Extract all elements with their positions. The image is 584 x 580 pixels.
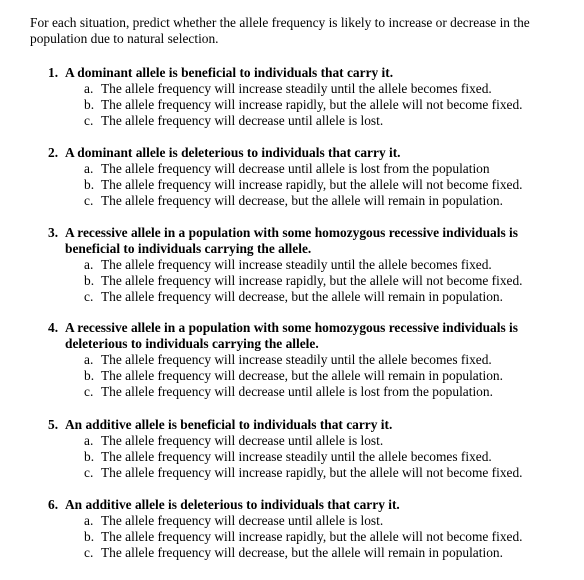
option-a (84, 433, 584, 449)
option-letter: b. (84, 177, 95, 192)
option-letter: a. (84, 433, 94, 448)
question-1 (0, 65, 584, 129)
option-letter: a. (84, 161, 94, 176)
option-letter: c. (84, 465, 94, 480)
option-letter: b. (84, 529, 95, 544)
option-letter: c. (84, 545, 94, 560)
question-number: 4. (48, 320, 59, 335)
option-a (84, 352, 584, 368)
question-2 (0, 145, 584, 209)
option-text: The allele frequency will increase rapidly, but the allele will not become fixed. (101, 465, 523, 480)
option-text: The allele frequency will increase steadily until the allele becomes fixed. (101, 257, 492, 272)
option-c (84, 465, 584, 481)
option-a (84, 513, 584, 529)
option-b (84, 529, 584, 545)
option-letter: c. (84, 193, 94, 208)
question-number: 2. (48, 145, 59, 160)
option-text: The allele frequency will increase steadily until the allele becomes fixed. (101, 352, 492, 367)
option-a (84, 81, 584, 97)
question-stem (48, 225, 545, 257)
option-letter: a. (84, 81, 94, 96)
question-text: An additive allele is deleterious to individuals that carry it. (65, 497, 400, 512)
question-text: A recessive allele in a population with some homozygous recessive individuals is deleterious to individuals carrying the allele. (65, 320, 518, 351)
option-text: The allele frequency will increase steadily until the allele becomes fixed. (101, 449, 492, 464)
option-letter: a. (84, 257, 94, 272)
question-text: A recessive allele in a population with some homozygous recessive individuals is beneficial to individuals carrying the allele. (65, 225, 518, 256)
option-letter: c. (84, 289, 94, 304)
option-c (84, 289, 584, 305)
option-text: The allele frequency will decrease until allele is lost. (101, 433, 384, 448)
option-text: The allele frequency will decrease until allele is lost. (101, 113, 384, 128)
option-text: The allele frequency will increase rapidly, but the allele will not become fixed. (101, 273, 523, 288)
question-number: 3. (48, 225, 59, 240)
question-number: 1. (48, 65, 59, 80)
option-text: The allele frequency will increase rapidly, but the allele will not become fixed. (101, 177, 523, 192)
option-c (84, 113, 584, 129)
option-text: The allele frequency will decrease until allele is lost from the population. (101, 384, 493, 399)
option-b (84, 449, 584, 465)
option-text: The allele frequency will decrease, but the allele will remain in population. (101, 193, 503, 208)
question-stem (48, 497, 545, 513)
option-c (84, 384, 584, 400)
question-stem (48, 320, 545, 352)
option-text: The allele frequency will decrease until allele is lost. (101, 513, 384, 528)
option-letter: c. (84, 384, 94, 399)
question-6 (0, 497, 584, 561)
option-text: The allele frequency will increase rapidly, but the allele will not become fixed. (101, 529, 523, 544)
option-text: The allele frequency will increase steadily until the allele becomes fixed. (101, 81, 492, 96)
option-c (84, 545, 584, 561)
option-b (84, 177, 584, 193)
option-letter: a. (84, 352, 94, 367)
option-letter: b. (84, 273, 95, 288)
question-stem (48, 65, 545, 81)
option-letter: b. (84, 368, 95, 383)
question-text: A dominant allele is beneficial to individuals that carry it. (65, 65, 394, 80)
option-b (84, 368, 584, 384)
option-letter: b. (84, 449, 95, 464)
option-letter: c. (84, 113, 94, 128)
question-4 (0, 320, 584, 400)
question-stem (48, 417, 545, 433)
question-text: A dominant allele is deleterious to individuals that carry it. (65, 145, 401, 160)
option-text: The allele frequency will decrease, but the allele will remain in population. (101, 545, 503, 560)
question-stem (48, 145, 545, 161)
option-a (84, 257, 584, 273)
option-c (84, 193, 584, 209)
option-a (84, 161, 584, 177)
question-text: An additive allele is beneficial to individuals that carry it. (65, 417, 393, 432)
option-text: The allele frequency will decrease until allele is lost from the population (101, 161, 490, 176)
option-letter: a. (84, 513, 94, 528)
option-letter: b. (84, 97, 95, 112)
question-number: 6. (48, 497, 59, 512)
question-3 (0, 225, 584, 305)
option-b (84, 273, 584, 289)
option-text: The allele frequency will increase rapidly, but the allele will not become fixed. (101, 97, 523, 112)
question-number: 5. (48, 417, 59, 432)
question-5 (0, 417, 584, 481)
instructions-text: For each situation, predict whether the allele frequency is likely to increase or decrease in the population due to natural selection. (30, 15, 530, 46)
option-b (84, 97, 584, 113)
option-text: The allele frequency will decrease, but the allele will remain in population. (101, 289, 503, 304)
option-text: The allele frequency will decrease, but the allele will remain in population. (101, 368, 503, 383)
